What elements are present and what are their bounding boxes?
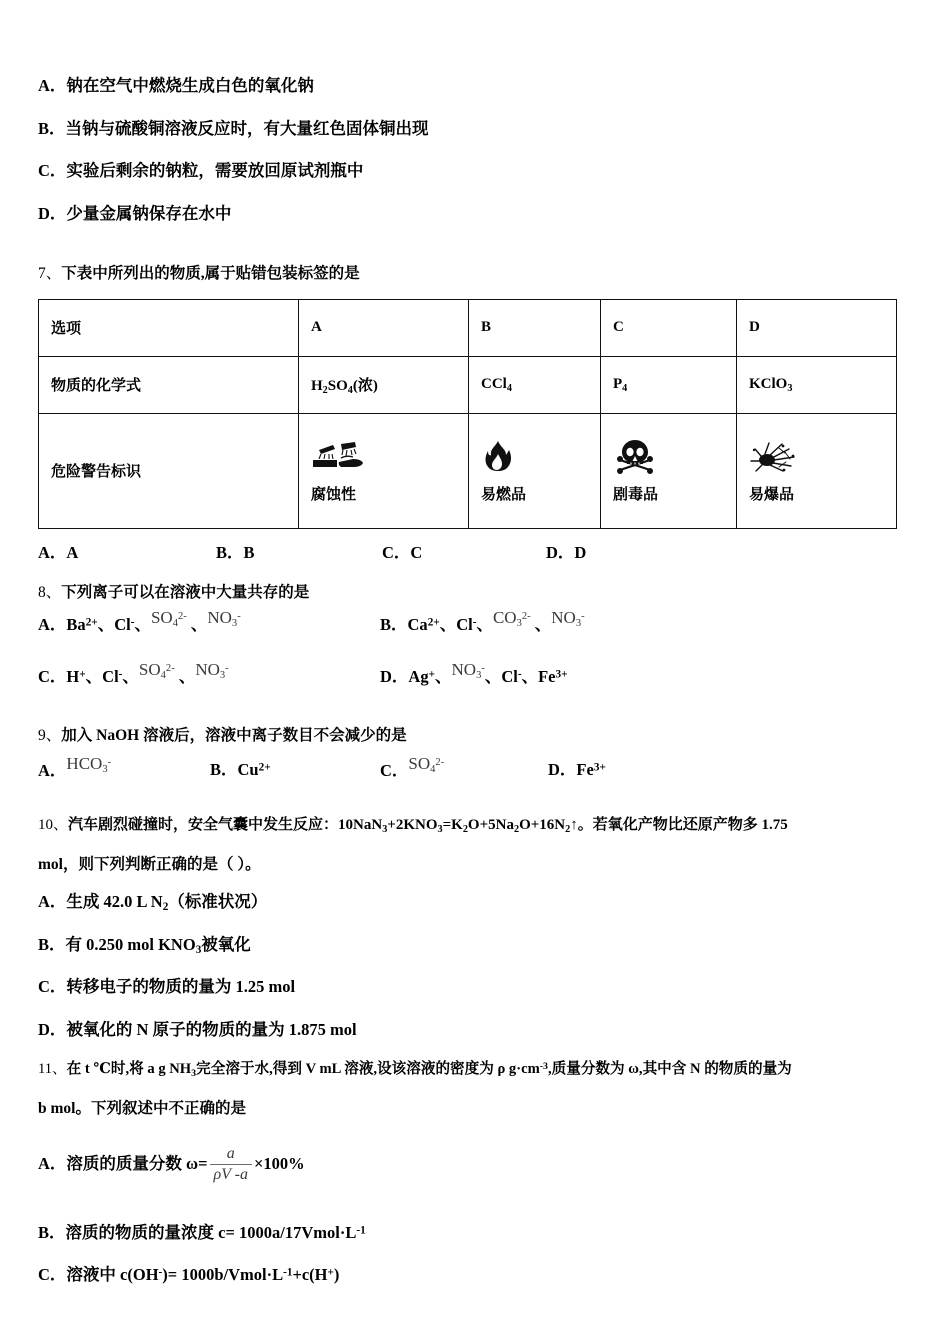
mass-fraction-formula [210, 1145, 253, 1184]
q8-stem-text: 下列离子可以在溶液中大量共存的是 [61, 583, 310, 601]
q7-answer-a: A．A [38, 542, 79, 562]
q10-option-c-label: C． [38, 977, 67, 996]
q10-stem-text-a: 汽车剧烈碰撞时，安全气囊中发生反应： [68, 816, 339, 833]
q10-option-d [38, 1019, 898, 1039]
q11-option-a-trail: ×100% [254, 1154, 305, 1174]
q8-option-d-label: D． [380, 667, 409, 686]
q6-option-c-label: C． [38, 161, 67, 180]
table-cell-formula-d: KClO$_3$ [737, 356, 897, 413]
q8-option-b-ion-carbonate: $CO_3^{2-}$ [492, 608, 531, 630]
q6-option-c-text: 实验后剩余的钠粒，需要放回原试剂瓶中 [66, 161, 364, 180]
q10-option-d-text: 被氧化的 N 原子的物质的量为 1.875 mol [66, 1019, 357, 1039]
q6-option-c [38, 163, 898, 180]
q6-option-b [38, 118, 898, 138]
q8-option-c-ion-sulfate: $SO_4^{2-}$ [138, 660, 175, 682]
table-row-options [39, 299, 897, 356]
q9-option-b: B．$Cu^{2+}$ [210, 759, 271, 779]
q6-option-b-label: B． [38, 118, 66, 138]
q8-number: 8、 [38, 583, 62, 601]
table-cell-letter-d: D [737, 299, 897, 356]
q8-stem [38, 585, 898, 601]
q11-option-c: C．溶液中 $c(OH^-)= 1000b/Vmol\cdot L^{-1}+c(H^+)$ [38, 1265, 340, 1285]
q10-stem-text-b: 。若氧化产物比还原产物多 1.75 [577, 816, 788, 833]
q8-option-b: B．$Ca^{2+}$、Cl-、$CO_3^{2-}$ 、$NO_3^-$ [380, 608, 585, 634]
q7-answer-c: C．C [382, 542, 423, 562]
hazard-caption-b: 易燃品 [481, 487, 527, 503]
q8-option-d-ion-nitrate: $NO_3^-$ [451, 660, 485, 682]
table-cell-formula-a: $H_2SO_4$(浓) [299, 356, 469, 413]
q10-stem-line2: mol，则下列判断正确的是（ ）。 [38, 855, 261, 873]
q7-answer-b: B．B [216, 542, 255, 562]
q8-option-a-label: A． [38, 615, 67, 634]
q6-option-a [38, 78, 898, 95]
q10-option-a: A．生成 42.0 L $N_2$（标准状况） [38, 892, 268, 914]
q8-option-d: D．Ag+、$NO_3^-$、Cl-、$Fe^{3+}$ [380, 660, 568, 686]
q8-option-c-label: C． [38, 667, 67, 686]
q6-option-a-text: 钠在空气中燃烧生成白色的氧化钠 [66, 76, 314, 95]
q11-number: 11、 [38, 1061, 67, 1077]
q7-stem-text: 下表中所列出的物质,属于贴错包装标签的是 [61, 265, 360, 282]
table-cell-hazard-d [737, 413, 897, 528]
q10-equation: $10NaN_3+2KNO_3=K_2O+5Na_2O+16N_2↑$ [338, 816, 578, 835]
hazard-label-table [38, 299, 897, 529]
fraction-denominator: ρV -a [213, 1166, 249, 1183]
toxic-skull-icon [613, 437, 657, 477]
q7-answer-choices [38, 539, 898, 561]
q9-option-d-label: D． [548, 759, 577, 779]
table-row-hazard-symbols [39, 413, 897, 528]
table-cell-hazard-a [299, 413, 469, 528]
q10-number: 10、 [38, 816, 69, 833]
q9-options-row [38, 754, 898, 806]
q9-option-a-label: A． [38, 760, 67, 780]
table-rowheader-hazard: 危险警告标识 [39, 413, 299, 528]
corrosive-icon [311, 437, 365, 477]
q9-stem-text: 加入 NaOH 溶液后，溶液中离子数目不会减少的是 [61, 727, 407, 744]
q11-option-a-label: A． [38, 1154, 67, 1174]
q6-option-a-label: A． [38, 76, 67, 95]
table-cell-letter-b: B [469, 299, 601, 356]
q10-stem-line1 [38, 818, 898, 833]
q11-option-c-label: C． [38, 1265, 67, 1285]
q9-option-c-label: C． [380, 760, 409, 780]
table-cell-hazard-c [601, 413, 737, 528]
explosive-icon [749, 437, 799, 477]
q9-option-c-ion-sulfate: $SO_4^{2-}$ [408, 753, 445, 775]
table-cell-hazard-b [469, 413, 601, 528]
q11-stem-line1: 11、在 t ℃时,将 a g $NH_3$完全溶于水,得到 V mL 溶液,设该溶液的密度为 ρ $g\cdot cm^{-3}$,质量分数为 ω,其中含 N 的物质的量为 [38, 1060, 792, 1079]
q9-option-c [380, 753, 445, 780]
table-rowheader-option: 选项 [39, 299, 299, 356]
fraction-numerator: a [210, 1145, 253, 1165]
q10-option-c-text: 转移电子的物质的量为 1.25 mol [66, 977, 296, 996]
q9-number: 9、 [38, 727, 62, 744]
q8-option-c-ion-nitrate: $NO_3^-$ [195, 660, 229, 682]
q8-options-row1 [38, 608, 898, 660]
q7-stem [38, 266, 898, 282]
q11-option-a [38, 1146, 898, 1185]
q10-option-a-label: A． [38, 892, 67, 911]
hazard-caption-c: 剧毒品 [613, 487, 659, 503]
q8-options-row2 [38, 660, 898, 714]
q7-number: 7、 [38, 265, 62, 282]
q10-option-b-label: B． [38, 934, 66, 954]
q6-option-d [38, 203, 898, 223]
q8-option-b-label: B． [380, 615, 408, 634]
q8-option-b-ion-nitrate: $NO_3^-$ [551, 608, 585, 630]
page-content [38, 78, 898, 1284]
q9-option-a [38, 753, 112, 780]
hazard-caption-a: 腐蚀性 [311, 487, 357, 503]
q9-option-a-ion-bicarbonate: $HCO_3^-$ [66, 753, 112, 775]
q11-stem-line2: b mol。下列叙述中不正确的是 [38, 1099, 246, 1117]
q8-option-a-ion-nitrate: $NO_3^-$ [207, 608, 241, 630]
q10-option-c [38, 979, 898, 996]
q6-option-d-label: D． [38, 203, 67, 223]
q6-option-b-text: 当钠与硫酸铜溶液反应时，有大量红色固体铜出现 [65, 118, 429, 138]
q10-option-d-label: D． [38, 1019, 67, 1039]
q7-answer-d: D．D [546, 542, 587, 562]
q9-stem [38, 728, 898, 744]
table-cell-letter-a: A [299, 299, 469, 356]
table-cell-formula-b: CCl$_4$ [469, 356, 601, 413]
q11-option-b: B．溶质的物质的量浓度 $c= 1000a/17Vmol\cdot L^{-1}$ [38, 1222, 366, 1242]
q9-option-d: D．$Fe^{3+}$ [548, 759, 606, 779]
q11-option-b-label: B． [38, 1222, 66, 1242]
table-row-formulas [39, 356, 897, 413]
hazard-caption-d: 易爆品 [749, 487, 795, 503]
q8-option-a: A．$Ba^{2+}$、Cl-、$SO_4^{2-}$ 、$NO_3^-$ [38, 608, 241, 634]
q9-option-b-label: B． [210, 759, 238, 779]
q8-option-a-ion-sulfate: $SO_4^{2-}$ [150, 608, 187, 630]
q11-option-a-lead: 溶质的质量分数 ω= [66, 1154, 208, 1174]
q6-option-list [38, 78, 898, 222]
q8-option-c: C．H+、Cl-、$SO_4^{2-}$ 、$NO_3^-$ [38, 660, 229, 686]
table-rowheader-formula: 物质的化学式 [39, 356, 299, 413]
table-cell-formula-c: $P_4$ [601, 356, 737, 413]
flammable-icon [481, 437, 515, 477]
q6-option-d-text: 少量金属钠保存在水中 [66, 203, 232, 223]
q10-option-b: B．有 0.250 mol $KNO_3$被氧化 [38, 934, 251, 956]
table-cell-letter-c: C [601, 299, 737, 356]
